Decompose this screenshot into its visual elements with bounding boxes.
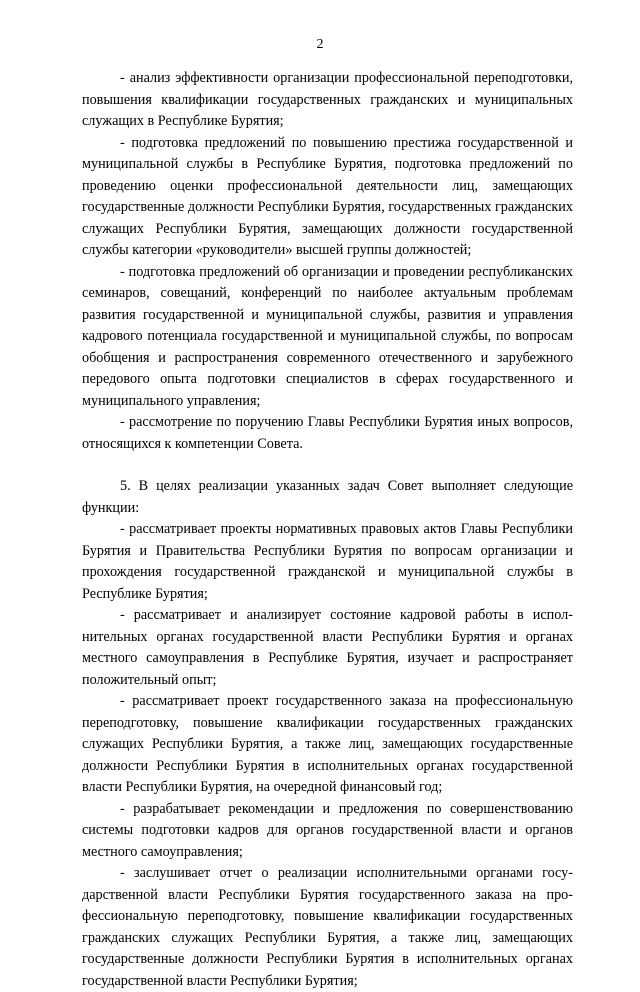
paragraph-seminars-proposals: - подготовка предложений об организации и проведении республиканских семинаров, совещаний, конференций по наиболее актуальным проблемам развития государственной и муниципальной службы, развития и управления кадрового потенциала государственной и муниципальной службы, по вопросам обобщения и распространения современного отечественного и зарубежного передового опыта подготовки специалистов в сферах государственного и муниципального управления; (82, 263, 573, 409)
paragraph-hears-report: - заслушивает отчет о реализации исполнительными органами государственной власти Республики Бурятия государственного заказа на профессиональную переподготовку, повышение квалификации государственных гражданских служащих Республики Бурятия, а также лиц, замещающих государственные должности Республики Бурятия в исполнительных органах государственной власти Республики Бурятия; (82, 865, 573, 989)
paragraph-prestige-proposals: - подготовка предложений по повышению престижа государственной и муниципальной службы в Республике Бурятия, подготовка предложений по проведению оценки профессиональной деятельности лиц, замещающих государственные должности Республики Бурятия, государственных гражданских служащих Республики Бурятия, замещающих должности государственной службы категории «руководители» высшей группы должностей; (82, 134, 573, 258)
paragraph-analyzes-personnel: - рассматривает и анализирует состояние кадровой работы в исполнительных органах государственной власти Республики Бурятия и органах местного самоуправления в Республике Бурятия, изучает и распространяет положительный опыт; (82, 607, 573, 688)
document-body (82, 68, 573, 992)
paragraph-recommendations: - разрабатывает рекомендации и предложения по совершенствованию системы подготовки кадров для органов государственной власти и органов местного самоуправления; (82, 800, 573, 860)
paragraph-spacer (82, 455, 573, 476)
paragraph-state-order-draft: - рассматривает проект государственного заказа на профессиональную переподготовку, повышение квалификации государственных гражданских служащих Республики Бурятия, а также лиц, замещающих государственные должности Республики Бурятия в исполнительных органах государственной власти Республики Бурятия, на очередной финансовый год; (82, 693, 573, 795)
paragraph-other-questions: - рассмотрение по поручению Главы Республики Бурятия иных вопросов, относящихся к компетенции Совета. (82, 414, 573, 452)
paragraph-section-5-heading: 5. В целях реализации указанных задач Совет выполняет следующие функции: (82, 478, 573, 516)
page-number: 2 (316, 37, 324, 52)
paragraph-analysis-efficiency: - анализ эффективности организации профессиональной переподготовки, повышения квалификации государственных гражданских и муниципальных служащих в Республике Бурятия; (82, 70, 573, 129)
paragraph-reviews-drafts: - рассматривает проекты нормативных правовых актов Главы Республики Бурятия и Правительства Республики Бурятия по вопросам организации и прохождения государственной гражданской и муниципальной службы в Республике Бурятия; (82, 521, 573, 602)
